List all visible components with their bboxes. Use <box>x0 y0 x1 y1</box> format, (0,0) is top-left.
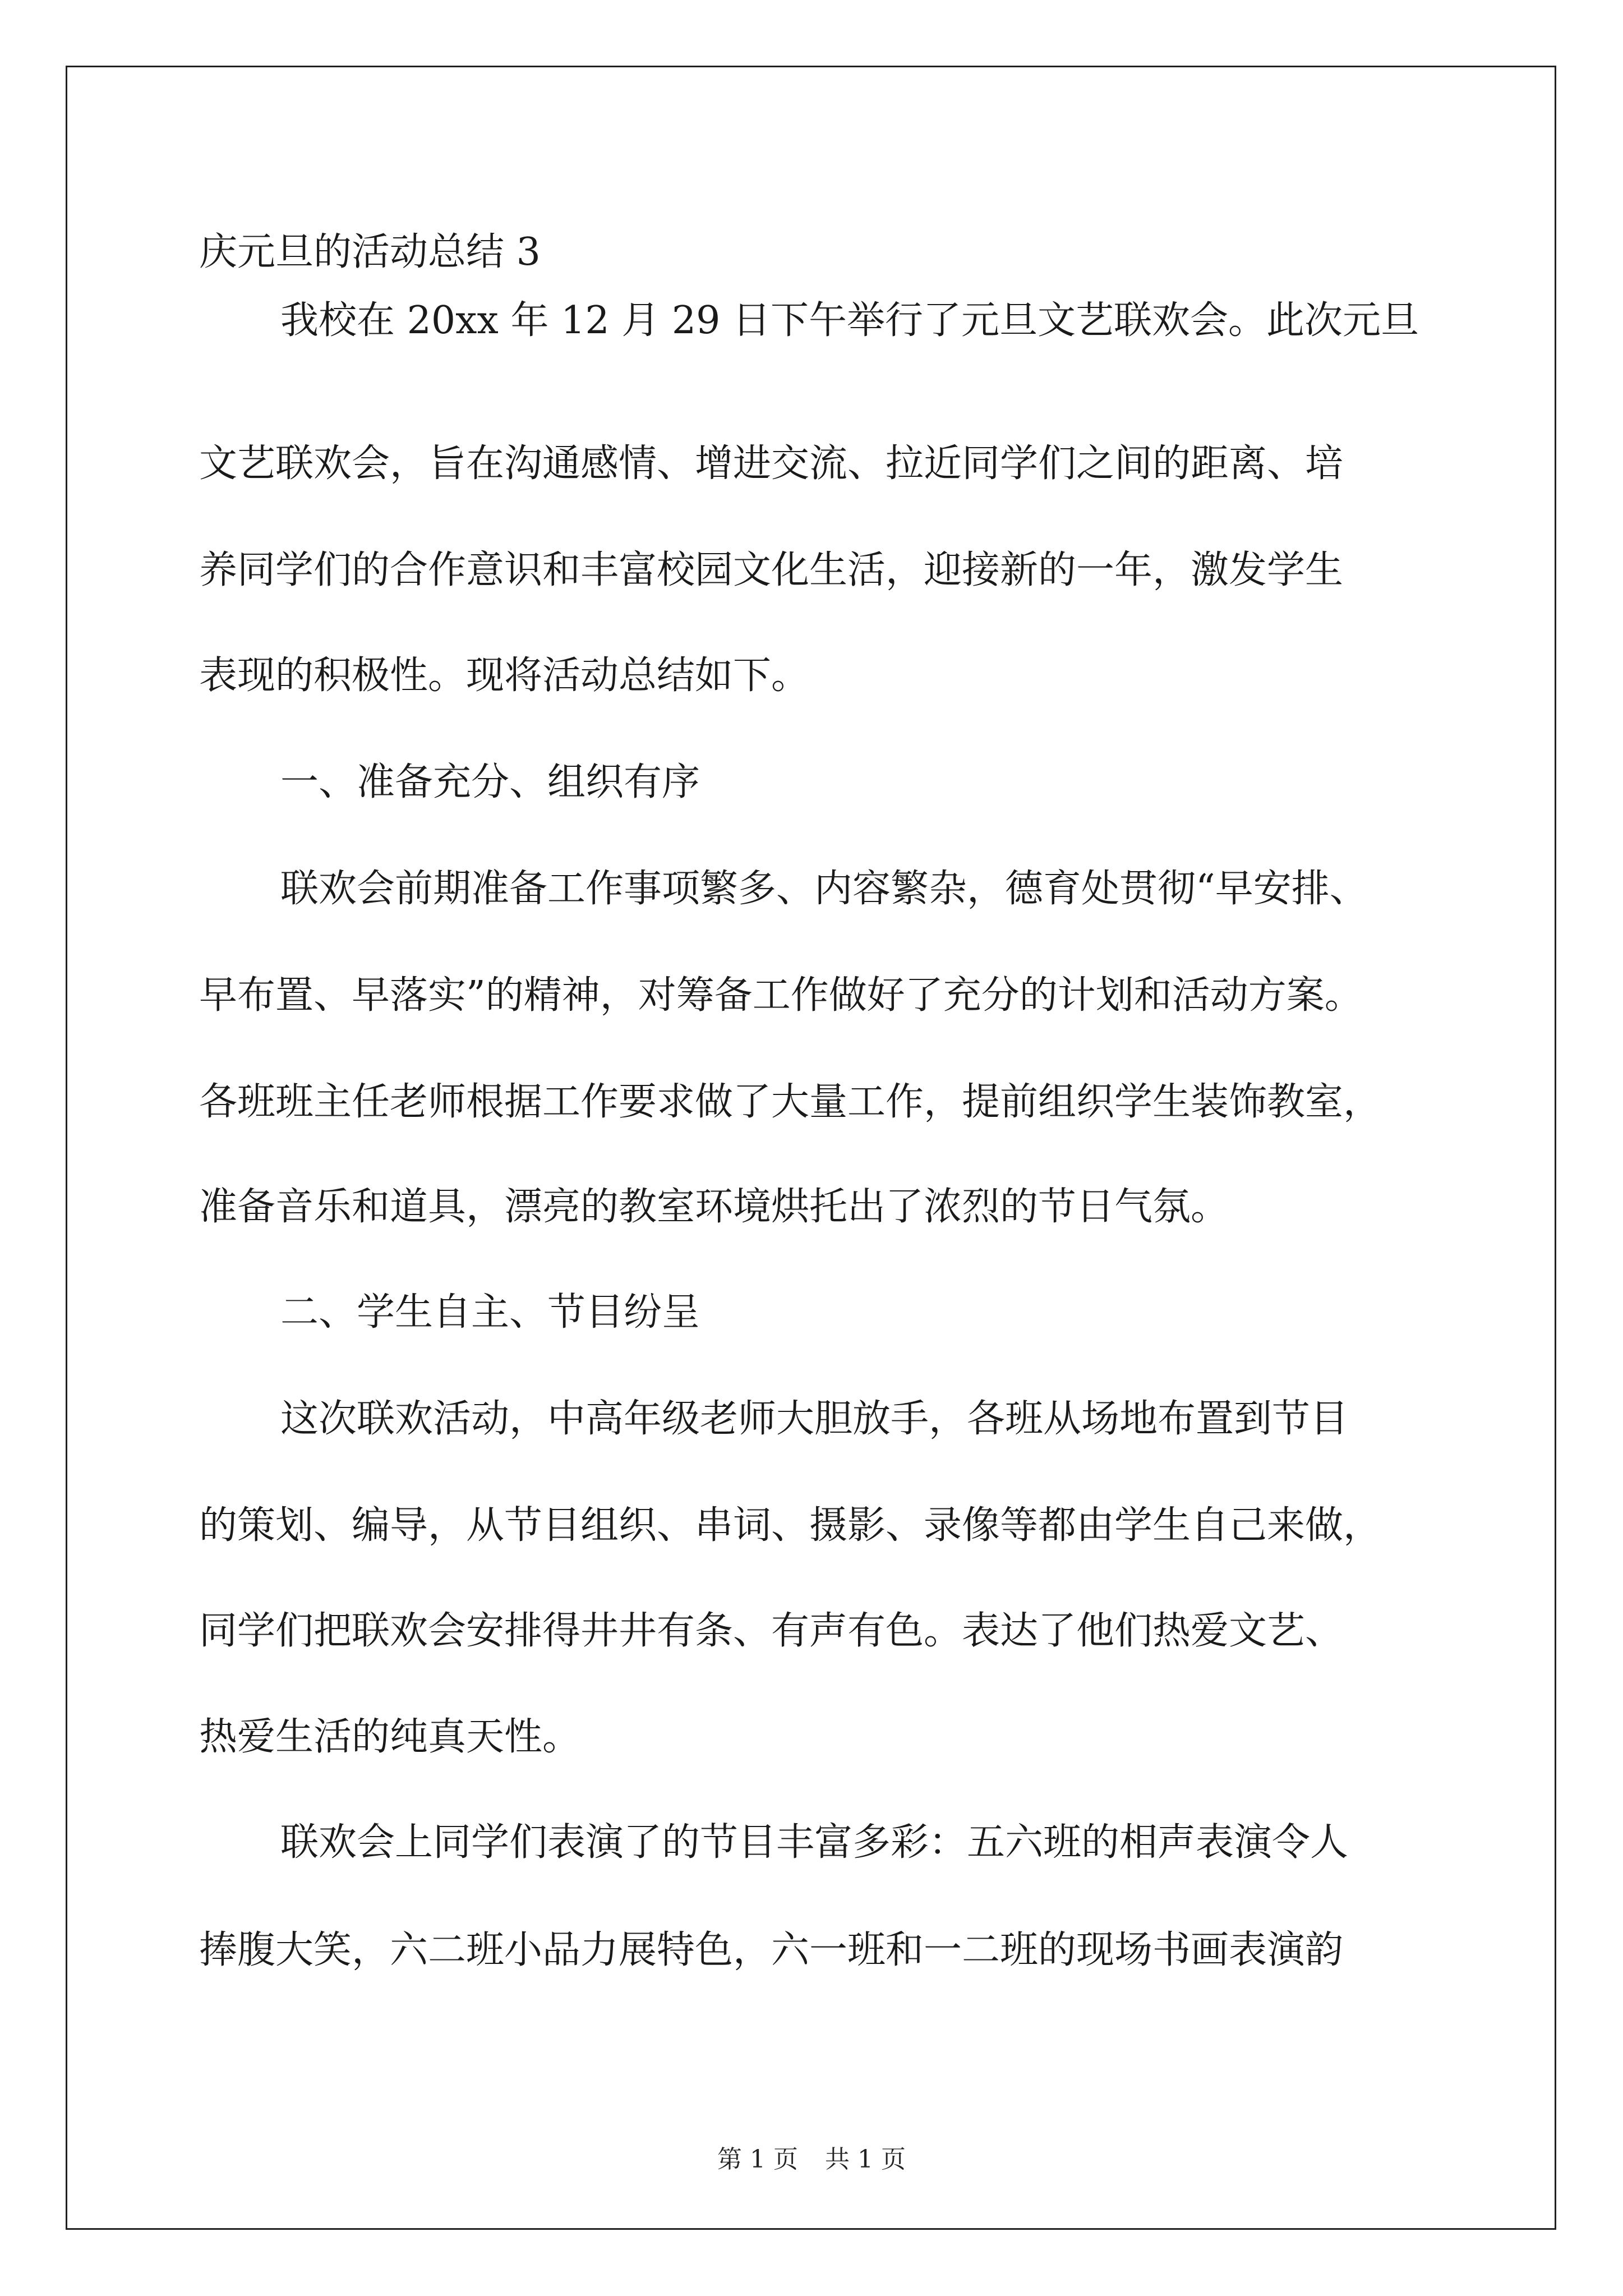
page-footer <box>0 2146 1623 2174</box>
paragraph-line: 文艺联欢会，旨在沟通感情、增进交流、拉近同学们之间的距离、培 <box>199 441 1344 486</box>
paragraph-line: 的策划、编导，从节目组织、串词、摄影、录像等都由学生自己来做， <box>199 1503 1382 1548</box>
paragraph-line: 联欢会前期准备工作事项繁多、内容繁杂，德育处贯彻“早安排、 <box>280 867 1368 911</box>
paragraph-line: 准备音乐和道具，漂亮的教室环境烘托出了浓烈的节日气氛。 <box>199 1185 1229 1229</box>
paragraph-line: 各班班主任老师根据工作要求做了大量工作，提前组织学生装饰教室， <box>199 1080 1382 1124</box>
document-title: 庆元旦的活动总结 3 <box>199 230 541 274</box>
paragraph-line: 我校在 20xx 年 12 月 29 日下午举行了元旦文艺联欢会。此次元旦 <box>280 298 1419 343</box>
page-border <box>66 66 1556 2230</box>
paragraph-line: 捧腹大笑，六二班小品力展特色，六一班和一二班的现场书画表演韵 <box>199 1928 1344 1972</box>
paragraph-line: 养同学们的合作意识和丰富校园文化生活，迎接新的一年，激发学生 <box>199 548 1344 592</box>
section-heading: 二、学生自主、节目纷呈 <box>280 1290 700 1335</box>
paragraph-line: 表现的积极性。现将活动总结如下。 <box>199 654 810 698</box>
paragraph-line: 热爱生活的纯真天性。 <box>199 1715 581 1759</box>
page-total: 共 1 页 <box>825 2145 906 2174</box>
page-number: 第 1 页 <box>717 2145 798 2174</box>
paragraph-line: 早布置、早落实”的精神，对筹备工作做好了充分的计划和活动方案。 <box>199 973 1363 1018</box>
paragraph-line: 这次联欢活动，中高年级老师大胆放手，各班从场地布置到节目 <box>280 1397 1349 1441</box>
paragraph-line: 同学们把联欢会安排得井井有条、有声有色。表达了他们热爱文艺、 <box>199 1609 1344 1653</box>
section-heading: 一、准备充分、组织有序 <box>280 760 700 804</box>
paragraph-line: 联欢会上同学们表演了的节目丰富多彩：五六班的相声表演令人 <box>280 1820 1349 1865</box>
